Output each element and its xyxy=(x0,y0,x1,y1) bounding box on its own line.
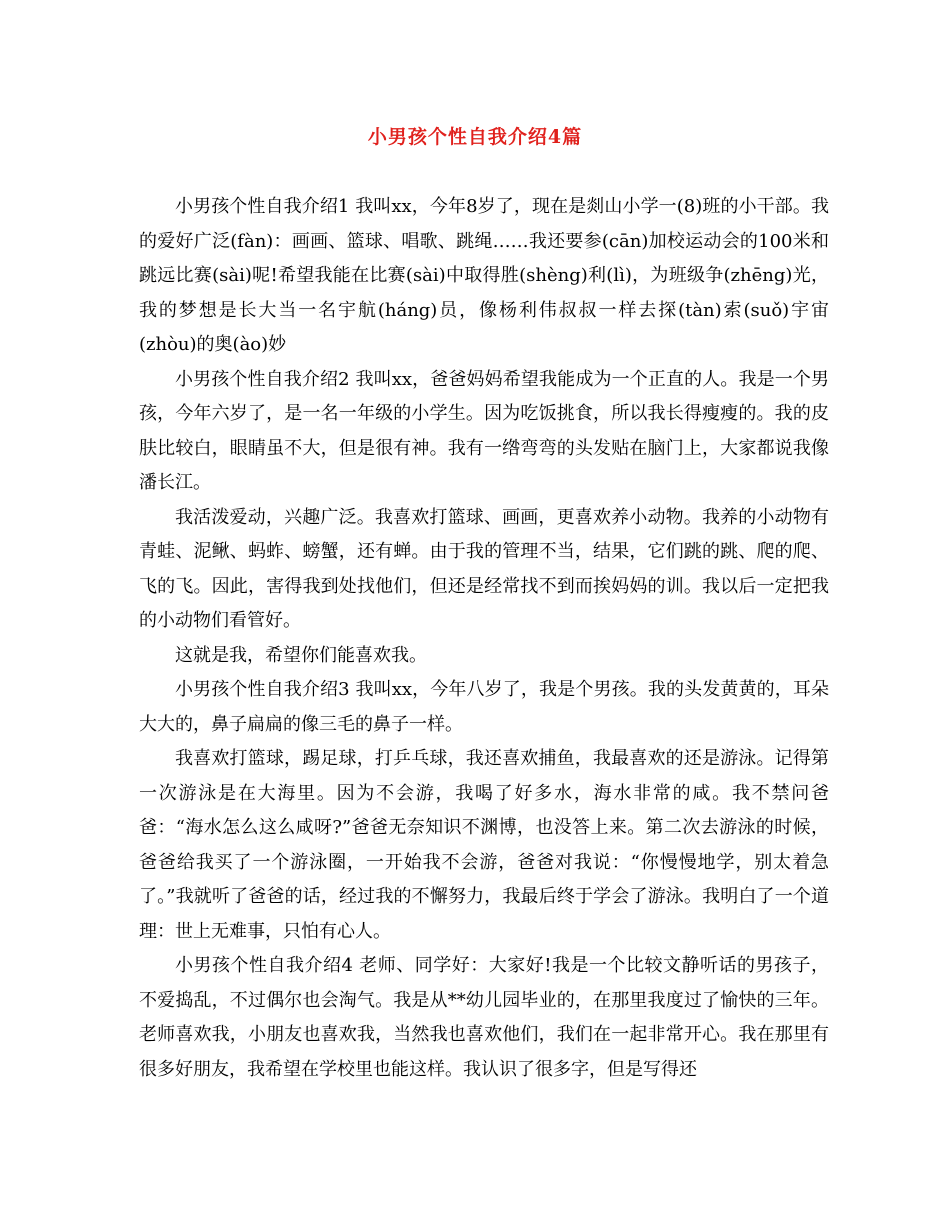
paragraph-3: 我活泼爱动，兴趣广泛。我喜欢打篮球、画画，更喜欢养小动物。我养的小动物有青蛙、泥鳅、蚂蚱、螃蟹，还有蝉。由于我的管理不当，结果，它们跳的跳、爬的爬、飞的飞。因此，害得我到处找他们，但还是经常找不到而挨妈妈的训。我以后一定把我的小动物们看管好。 xyxy=(139,506,829,631)
paragraph-1: 小男孩个性自我介绍1 我叫xx，今年8岁了，现在是剡山小学一(8)班的小干部。我的爱好广泛(fàn)：画画、篮球、唱歌、跳绳……我还要参(cān)加校运动会的100米和跳远比赛(sài)呢!希望我能在比赛(sài)中取得胜(shèng)利(lì)，为班级争(zhēng)光，我的梦想是长大当一名宇航(háng)员，像杨利伟叔叔一样去探(tàn)索(suǒ)宇宙(zhòu)的奥(ào)妙 xyxy=(139,196,829,355)
document-title: 小男孩个性自我介绍4篇 xyxy=(367,126,583,148)
paragraph-4: 这就是我，希望你们能喜欢我。 xyxy=(175,644,427,666)
document-body xyxy=(139,190,829,1087)
paragraph-6: 我喜欢打篮球，踢足球，打乒乓球，我还喜欢捕鱼，我最喜欢的还是游泳。记得第一次游泳是在大海里。因为不会游，我喝了好多水，海水非常的咸。我不禁问爸爸：“海水怎么这么咸呀?”爸爸无奈知识不渊博，也没答上来。第二次去游泳的时候，爸爸给我买了一个游泳圈，一开始我不会游，爸爸对我说：“你慢慢地学，别太着急了。”我就听了爸爸的话，经过我的不懈努力，我最后终于学会了游泳。我明白了一个道理：世上无难事，只怕有心人。 xyxy=(139,748,829,942)
paragraph-2: 小男孩个性自我介绍2 我叫xx，爸爸妈妈希望我能成为一个正直的人。我是一个男孩，今年六岁了，是一名一年级的小学生。因为吃饭挑食，所以我长得瘦瘦的。我的皮肤比较白，眼睛虽不大，但是很有神。我有一绺弯弯的头发贴在脑门上，大家都说我像潘长江。 xyxy=(139,368,829,493)
paragraph-5: 小男孩个性自我介绍3 我叫xx，今年八岁了，我是个男孩。我的头发黄黄的，耳朵大大的，鼻子扁扁的像三毛的鼻子一样。 xyxy=(139,679,829,735)
paragraph-7: 小男孩个性自我介绍4 老师、同学好：大家好!我是一个比较文静听话的男孩子，不爱捣乱，不过偶尔也会淘气。我是从**幼儿园毕业的，在那里我度过了愉快的三年。老师喜欢我，小朋友也喜欢我，当然我也喜欢他们，我们在一起非常开心。我在那里有很多好朋友，我希望在学校里也能这样。我认识了很多字，但是写得还 xyxy=(139,955,829,1080)
